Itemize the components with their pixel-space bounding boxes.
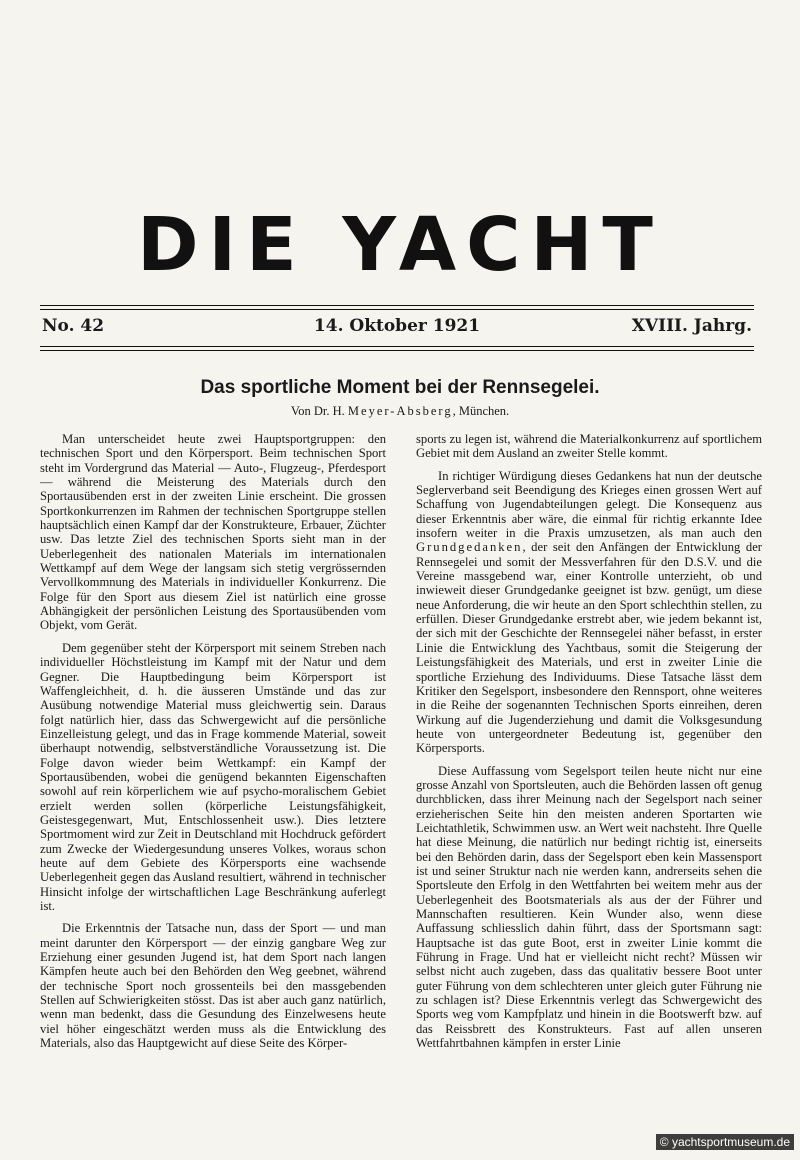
header-rule-top: [40, 305, 754, 306]
emphasis-spaced: Grundgedanken: [416, 540, 523, 555]
issue-date: 14. Oktober 1921: [313, 316, 481, 336]
watermark-credit: © yachtsportmuseum.de: [656, 1134, 794, 1150]
byline-suffix: , München.: [452, 404, 510, 418]
byline-author: Meyer-Absberg: [347, 404, 453, 418]
left-column: [40, 432, 386, 1058]
paragraph: Dem gegenüber steht der Körpersport mit seinem Streben nach individueller Höchstleistung im Kampf mit der Natur und dem Gegner. Die Hauptbedingung beim Körpersport ist Waffengleichheit, d. h. die äusseren Umstände und das zur Ausübung notwendige Material muss gleichwertig sein. Daraus folgt natürlich hier, dass das Schwergewicht auf die persönliche Einzelleistung gelegt, und das in Frage kommende Material, soweit überhaupt notwendig, selbstverständliche Voraussetzung ist. Die Folge davon wieder beim Wettkampf: ein Kampf der Sportausübenden, wobei die genügend bekannten Eigenschaften sowohl auf rein körperlichem wie auf psycho-moralischem Gebiet erzielt werden sollen (körperliche Leistungsfähigkeit, Geistesgegenwart, Mut, Entschlossenheit usw.). Dies letztere Sportmoment wird zur Zeit in Deutschland mit Hochdruck gefördert zum Zwecke der Wiedergesundung unseres Volkes, woraus schon heute auf dem Gebiete des Körpersports eine wachsende Ueberlegenheit gegen das Ausland resultiert, während in technischer Hinsicht infolge der wirtschaftlichen Lage Beschränkung auferlegt ist.: [40, 640, 386, 913]
header-rule-bottom: [40, 350, 754, 351]
paragraph: Man unterscheidet heute zwei Hauptsportgruppen: den technischen Sport und den Körpersport. Beim technischen Sport steht im Vordergrund das Material — Auto-, Flugzeug-, Pferdesport — während die Meisterung des Materials durch den Sportausübenden erst in der zweiten Linie erscheint. Die grossen Sportkonkurrenzen im Rahmen der technischen Sportgruppe stellen hauptsächlich einen Kampf dar der Konstrukteure, Erbauer, Züchter usw. Das letzte Ziel des technischen Sports sieht man in der Ueberlegenheit des nationalen Materials im internationalen Wettkampf auf dem Wege der langsam sich stetig vergrössernden Vervollkommnung des Materials in individueller Konkurrenz. Die Folge für den Sport aus diesem Ziel ist natürlich eine grosse Abhängigkeit der persönlichen Leistung des Sportausübenden vom Objekt, vom Gerät.: [40, 432, 386, 633]
paragraph: Die Erkenntnis der Tatsache nun, dass der Sport — und man meint darunter den Körpersport — der einzig gangbare Weg zur Erziehung einer gesunden Jugend ist, hat dem Sport nach langen Kämpfen heute auch bei den Behörden den Weg geebnet, während der technische Sport noch grossenteils bei den massgebenden Stellen auf Schwierigkeiten stösst. Das ist aber auch ganz natürlich, wenn man bedenkt, dass die Gesundung des Einzelwesens heute viel höher eingeschätzt werden muss als die Entwicklung des Materials, also das Hauptgewicht auf diese Seite des Körper-: [40, 921, 386, 1051]
masthead-title: DIE YACHT: [137, 202, 663, 288]
issue-number: No. 42: [42, 316, 105, 336]
paragraph-continued: sports zu legen ist, während die Materialkonkurrenz auf sportlichem Gebiet mit dem Ausland an zweiter Stelle kommt.: [416, 432, 762, 461]
paragraph: Diese Auffassung vom Segelsport teilen heute nicht nur eine grosse Anzahl von Sportsleuten, auch die Behörden lassen oft genug durchblicken, dass ihrer Meinung nach der Segelsport nach seiner erzieherischen Seite hin den meisten anderen Sportarten wie Leichtathletik, Schwimmen usw. an Wert weit nachsteht. Ihre Quelle hat diese Meinung, die natürlich nur bedingt richtig ist, einerseits bei den Behörden darin, dass der Segelsport eben kein Massensport ist und seiner Struktur nach nie werden kann, andrerseits sehen die Sportsleute den Erfolg in den Wettfahrten bei weitem mehr aus der Ueberlegenheit des Bootsmaterials als aus der der Führer und Mannschaften resultieren. Kein Wunder also, wenn diese Auffassung schliesslich dahin führt, dass der Sportsmann sagt: Hauptsache ist das gute Boot, erst in zweiter Linie kommt die Führung in Frage. Und hat er vielleicht nicht recht? Müssen wir selbst nicht auch zugeben, dass das qualitativ bessere Boot unter guter Führung von dem schlechteren unter gleich guter Führung nie zu schlagen ist? Diese Erkenntnis verlegt das Schwergewicht des Sports weg vom Kampfplatz und hinein in die Bootswerft bzw. auf das Reissbrett des Konstrukteurs. Fast auf allen unseren Wettfahrtbahnen kämpfen in erster Linie: [416, 763, 762, 1051]
paragraph-text: , der seit den Anfängen der Entwicklung der Rennsegelei und somit der Messverfahren für den D.S.V. und die Vereine massgebend war, einer Kontrolle unterzieht, ob und inwieweit dieser Grundgedanke geeignet ist bzw. genügt, um diese neue Anforderung, die wir heute an den Sport schlechthin stellen, zu erfüllen. Dieser Grundgedanke erstrebt aber, wie jedem bekannt ist, der sich mit der Geschichte der Rennsegelei näher befasst, in erster Linie die Entwicklung des Yachtbaus, somit die Steigerung der Leistungsfähigkeit des Materials, und erst in zweiter Linie die sportliche Erziehung des Individuums. Diese Tatsache lässt dem Kritiker den Segelsport, insbesondere den Rennsport, ohne weiteres in die Reihe der sogenannten Technischen Sports einreihen, deren Wirkung auf die Jugenderziehung und damit die Volksgesundung heute von untergeordneter Bedeutung ist, gegenüber den Körpersports.: [416, 540, 762, 756]
header-rule-bottom-inner: [40, 346, 754, 347]
header-rule-top-inner: [40, 309, 754, 310]
right-column: [416, 432, 762, 1058]
issue-volume: XVIII. Jahrg.: [631, 316, 752, 336]
paragraph-text: In richtiger Würdigung dieses Gedankens hat nun der deutsche Seglerverband seit Beendigung des Krieges einen grossen Wert auf Schaffung von Jugendabteilungen gelegt. Die Konsequenz aus dieser Erkenntnis aber wäre, die einmal für richtig erkannte Idee insofern weiter in die Praxis umzusetzen, als man auch den: [416, 468, 762, 541]
article-byline: [0, 404, 800, 419]
article-title: Das sportliche Moment bei der Rennsegelei.: [200, 377, 600, 398]
issue-line: [42, 316, 752, 342]
byline-prefix: Von Dr. H.: [290, 404, 348, 418]
paragraph: [416, 469, 762, 756]
